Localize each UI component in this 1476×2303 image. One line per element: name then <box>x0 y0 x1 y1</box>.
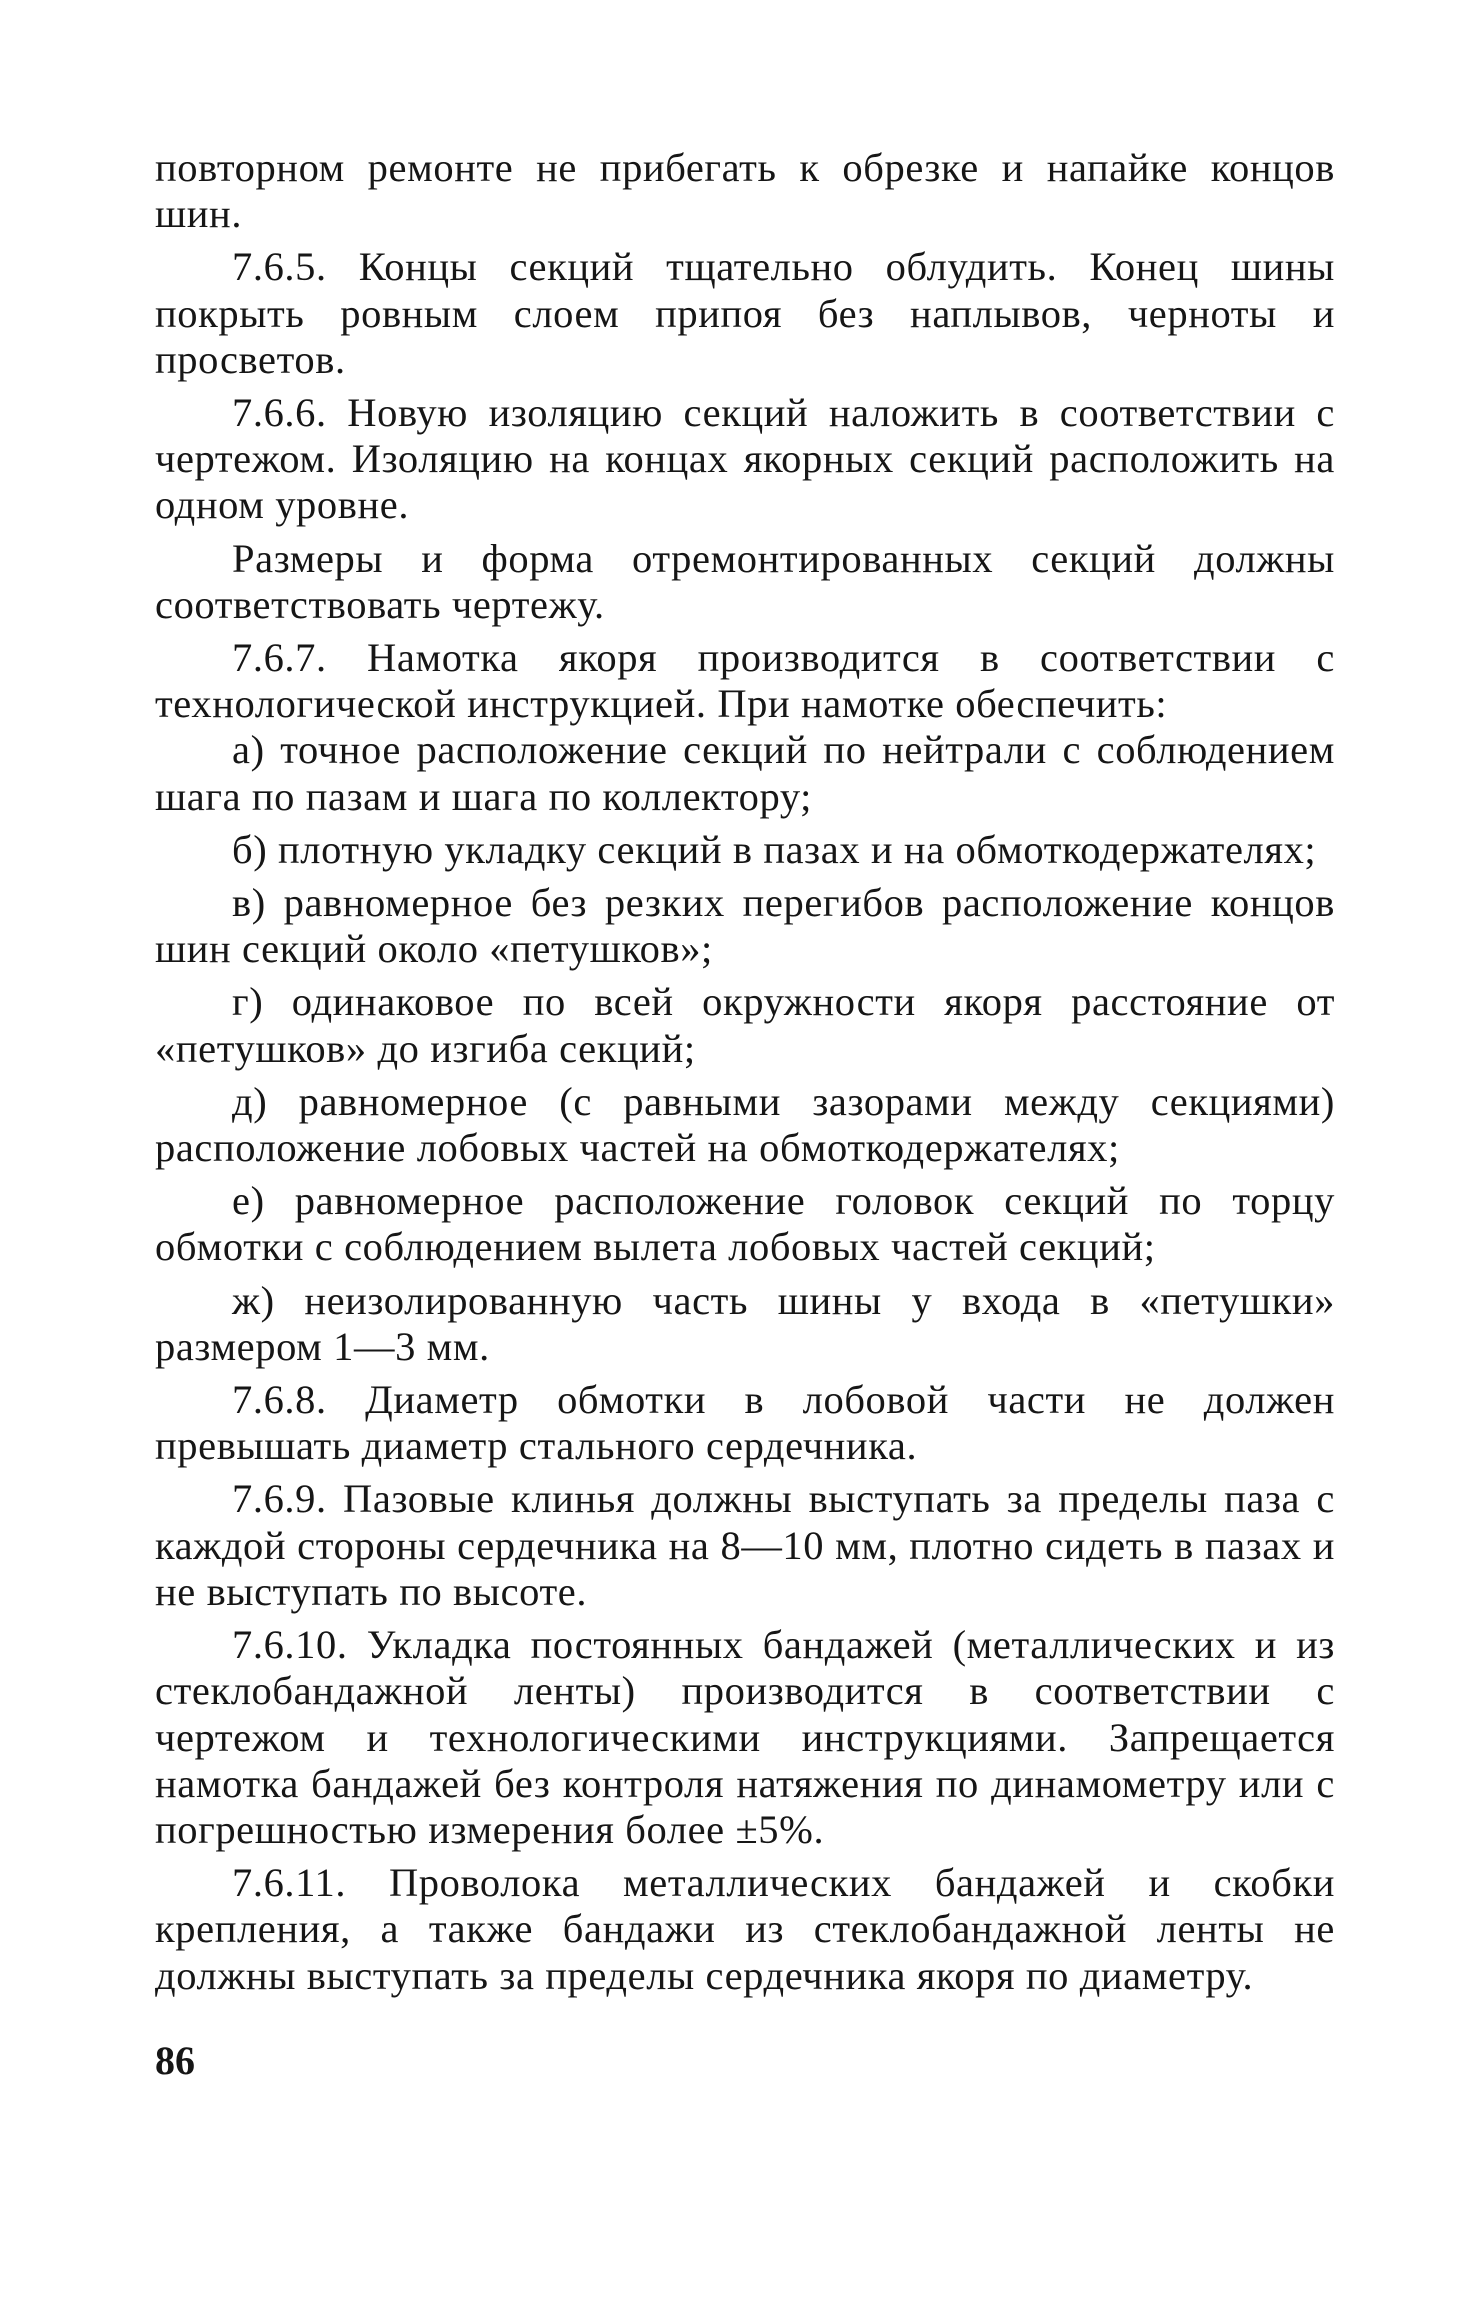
list-item-g: г) одинаковое по всей окружности якоря расстояние от «петушков» до изгиба секций; <box>155 979 1335 1071</box>
paragraph-7-6-5: 7.6.5. Концы секций тщательно облудить. Конец шины покрыть ровным слоем припоя без наплывов, черноты и просветов. <box>155 244 1335 382</box>
list-item-b: б) плотную укладку секций в пазах и на обмоткодержателях; <box>232 826 1317 872</box>
page-number: 86 <box>155 2038 195 2083</box>
paragraph-7-6-6: 7.6.6. Новую изоляцию секций наложить в соответствии с чертежом. Изоляцию на концах якорных секций расположить на одном уровне. <box>155 390 1335 528</box>
list-item-zh: ж) неизолированную часть шины у входа в «петушки» размером 1—3 мм. <box>155 1277 1335 1369</box>
list-item-v: в) равномерное без резких перегибов расположение концов шин секций около «петушков»; <box>155 880 1335 972</box>
paragraph-dimensions: Размеры и форма отремонтированных секций должны соответствовать чертежу. <box>155 535 1335 627</box>
paragraph-7-6-8: 7.6.8. Диаметр обмотки в лобовой части не должен превышать диаметр стального сердечника. <box>155 1377 1335 1469</box>
list-item-d: д) равномерное (с равными зазорами между секциями) расположение лобовых частей на обмоткодержателях; <box>155 1078 1335 1171</box>
paragraph-continuation: повторном ремонте не прибегать к обрезке и напайке концов шин. <box>155 145 1335 237</box>
paragraph-7-6-9: 7.6.9. Пазовые клинья должны выступать за пределы паза с каждой стороны сердечника на 8—10 мм, плотно сидеть в пазах и не выступать по высоте. <box>155 1476 1335 1614</box>
paragraph-7-6-7: 7.6.7. Намотка якоря производится в соответствии с технологической инструкцией. При намотке обеспечить: <box>155 635 1335 727</box>
paragraph-7-6-11: 7.6.11. Проволока металлических бандажей и скобки крепления, а также бандажи из стеклобандажной ленты не должны выступать за пределы сердечника якоря по диаметру. <box>155 1860 1335 1998</box>
list-item-a: а) точное расположение секций по нейтрали с соблюдением шага по пазам и шага по коллектору; <box>155 727 1335 819</box>
list-item-e: е) равномерное расположение головок секций по торцу обмотки с соблюдением вылета лобовых частей секций; <box>155 1178 1335 1270</box>
paragraph-7-6-10: 7.6.10. Укладка постоянных бандажей (металлических и из стеклобандажной ленты) производится в соответствии с чертежом и технологическими инструкциями. Запрещается намотка бандажей без контроля натяжения по динамометру или с погрешностью измерения более ±5%. <box>155 1622 1335 1852</box>
page-body <box>155 145 1335 1999</box>
